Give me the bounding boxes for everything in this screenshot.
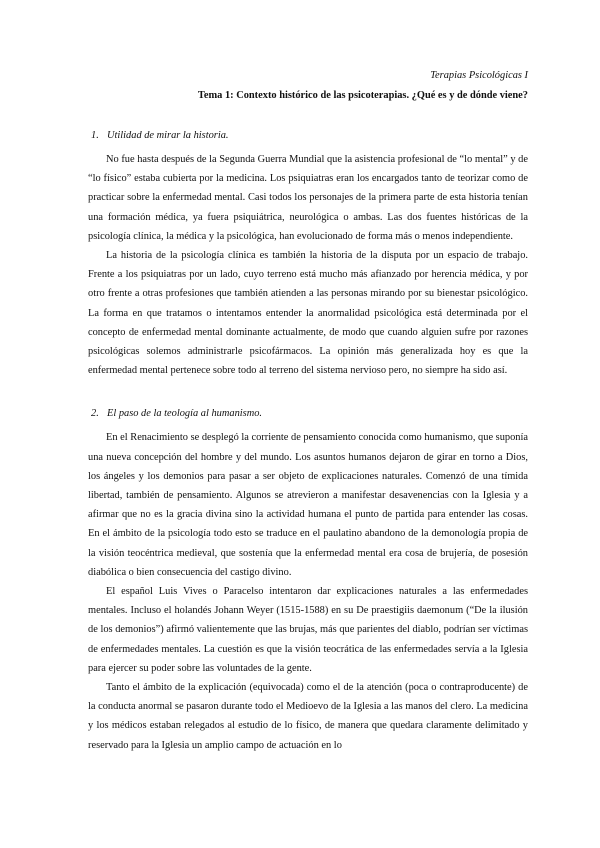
section-heading-1 (88, 128, 528, 144)
section-number-2: 2. (91, 408, 99, 420)
paragraph-2-1: En el Renacimiento se desplegó la corriente de pensamiento conocida como humanismo, que suponía una nueva concepción del hombre y del mundo. Los asuntos humanos dejaron de girar en torno a Dios, los ángeles y los demonios para pasar a ser objeto de explicaciones naturales. Comenzó de una tímida libertad, también de pensamiento. Algunos se atrevieron a manifestar desavenencias con la Iglesia y a afirmar que no es la gracia divina sino la actividad humana el punto de partida para entender las cosas. En el ámbito de la psicología todo esto se traduce en el paulatino abandono de la demonología propia de la visión teocéntrica medieval, que sostenía que la enfermedad mental era cosa de brujería, de posesión diabólica o bien consecuencia del castigo divino. (88, 432, 528, 578)
section-title-2: El paso de la teología al humanismo. (107, 408, 262, 420)
paragraph-2-2: El español Luis Vives o Paracelso intentaron dar explicaciones naturales a las enfermedades mentales. Incluso el holandés Johann Weyer (1515-1588) en su De praestigiis daemonum (“De la ilusión de los demonios”) afirmó valientemente que las brujas, más que parientes del diablo, podrían ser víctimas de enfermedades mentales. La cuestión es que la visión teocrática de las enfermedades servía a la Iglesia para ejercer su poder sobre las voluntades de la gente. (88, 586, 528, 674)
running-title: Terapias Psicológicas I (430, 70, 528, 81)
page-header (88, 68, 528, 104)
paragraph-1-2: La historia de la psicología clínica es también la historia de la disputa por un espacio de trabajo. Frente a los psiquiatras por un lado, cuyo terreno está mucho más afianzado por herencia médica, y por otro frente a otras profesiones que también atienden a las personas mirando por su bienestar psicológico. La forma en que tratamos o intentamos entender la anormalidad psicológica está determinada por el concepto de enfermedad mental dominante actualmente, de modo que cuando alguien sufre por razones psicológicas solemos administrarle psicofármacos. La opinión más generalizada hoy es que la enfermedad mental pertenece sobre todo al terreno del sistema nervioso pero, no siempre ha sido así. (88, 250, 528, 377)
section-heading-2 (88, 406, 528, 422)
section-title-1: Utilidad de mirar la historia. (107, 130, 229, 141)
document-title: Tema 1: Contexto histórico de las psicoterapias. ¿Qué es y de dónde viene? (197, 90, 528, 101)
section-number-1: 1. (91, 130, 99, 141)
paragraph-1-1: No fue hasta después de la Segunda Guerra Mundial que la asistencia profesional de “lo mental” y de “lo físico” estaba cubierta por la medicina. Los psiquiatras eran los encargados tanto de teorizar como de practicar sobre la enfermedad mental. Casi todos los personajes de la primera parte de esta historia tenían una formación médica, ya fuera psiquiátrica, neurológica o ambas. Las dos fuentes históricas de la psicología clínica, la médica y la psicológica, han evolucionado de forma más o menos independiente. (88, 154, 528, 242)
paragraph-2-3: Tanto el ámbito de la explicación (equivocada) como el de la atención (poca o contraproducente) de la conducta anormal se pasaron durante todo el Medioevo de la Iglesia a las manos del clero. La medicina y los médicos estaban relegados al estudio de lo físico, de manera que quedara claramente delimitado y reservado para la Iglesia un amplio campo de actuación en lo (88, 682, 528, 751)
